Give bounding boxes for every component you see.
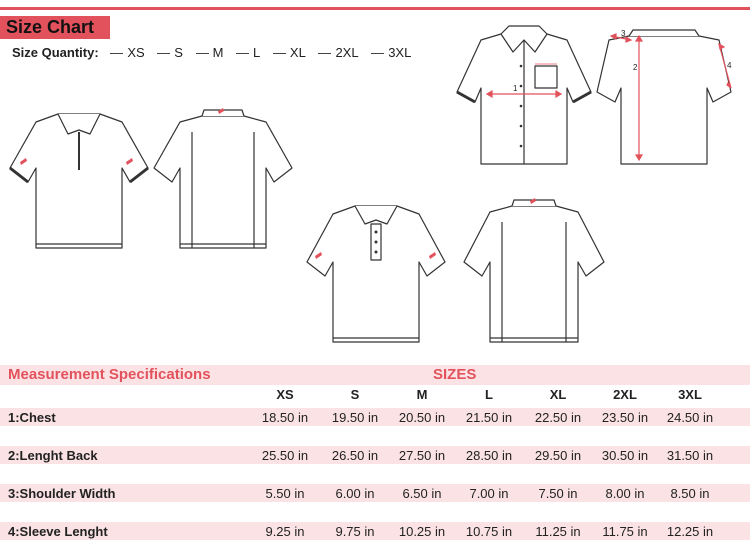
row-label-shoulder-width: 3:Shoulder Width <box>8 486 116 501</box>
size-quantity-row <box>12 45 420 60</box>
table-cell: 31.50 in <box>666 448 714 463</box>
table-cell: 21.50 in <box>465 410 513 425</box>
table-cell: 7.00 in <box>469 486 509 501</box>
table-cell: 22.50 in <box>534 410 582 425</box>
polo-zip-front-drawing <box>8 108 150 253</box>
column-header-2xl: 2XL <box>613 387 637 402</box>
sizes-title: SIZES <box>433 366 477 383</box>
size-option-xl: XL <box>273 45 306 60</box>
table-cell: 29.50 in <box>534 448 582 463</box>
row-label-length-back: 2:Lenght Back <box>8 448 98 463</box>
measurement-back-drawing <box>595 26 740 168</box>
row-label-chest: 1:Chest <box>8 410 56 425</box>
polo-button-back-drawing <box>462 198 606 347</box>
column-header-m: M <box>416 387 428 402</box>
table-cell: 6.50 in <box>402 486 442 501</box>
table-cell: 8.00 in <box>605 486 645 501</box>
table-cell: 6.00 in <box>335 486 375 501</box>
table-cell: 25.50 in <box>261 448 309 463</box>
table-cell: 26.50 in <box>331 448 379 463</box>
table-cell: 19.50 in <box>331 410 379 425</box>
marker-2: 2 <box>633 63 638 72</box>
marker-1: 1 <box>513 84 518 93</box>
size-quantity-label: Size Quantity: <box>12 45 99 60</box>
table-cell: 10.75 in <box>465 524 513 539</box>
table-cell: 12.25 in <box>666 524 714 539</box>
marker-3: 3 <box>621 29 626 38</box>
table-cell: 5.50 in <box>265 486 305 501</box>
table-cell: 10.25 in <box>398 524 446 539</box>
polo-zip-back-drawing <box>152 108 294 253</box>
table-cell: 11.25 in <box>535 524 581 539</box>
column-header-xl: XL <box>549 387 567 402</box>
size-option-s: S <box>157 45 183 60</box>
column-header-s: S <box>350 387 360 402</box>
measurement-front-drawing <box>455 26 593 168</box>
table-cell: 20.50 in <box>398 410 446 425</box>
size-option-2xl: 2XL <box>318 45 358 60</box>
marker-4: 4 <box>727 61 732 70</box>
polo-button-front-drawing <box>305 200 447 347</box>
column-header-xs: XS <box>276 387 294 402</box>
table-cell: 24.50 in <box>666 410 714 425</box>
table-cell: 27.50 in <box>398 448 446 463</box>
table-cell: 28.50 in <box>465 448 513 463</box>
spec-title: Measurement Specifications <box>8 366 211 383</box>
table-cell: 11.75 in <box>602 524 648 539</box>
title-tab <box>0 16 110 39</box>
top-accent-line <box>0 7 750 10</box>
table-cell: 18.50 in <box>261 410 309 425</box>
column-header-l: L <box>485 387 493 402</box>
page-title: Size Chart <box>6 17 95 37</box>
table-cell: 9.25 in <box>265 524 305 539</box>
table-cell: 9.75 in <box>335 524 375 539</box>
size-option-3xl: 3XL <box>371 45 411 60</box>
row-label-sleeve-length: 4:Sleeve Lenght <box>8 524 108 539</box>
size-option-xs: XS <box>110 45 144 60</box>
table-cell: 8.50 in <box>670 486 710 501</box>
size-option-m: M <box>196 45 224 60</box>
table-cell: 23.50 in <box>601 410 649 425</box>
column-header-3xl: 3XL <box>678 387 702 402</box>
size-option-l: L <box>236 45 260 60</box>
table-cell: 7.50 in <box>538 486 578 501</box>
table-cell: 30.50 in <box>601 448 649 463</box>
